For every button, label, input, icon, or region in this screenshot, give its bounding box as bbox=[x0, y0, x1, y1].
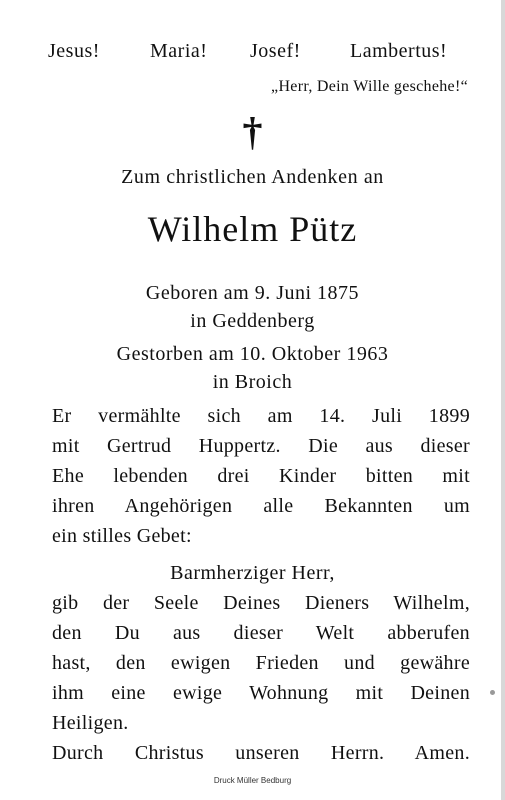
death-place: in Broich bbox=[212, 371, 293, 393]
death-line: Gestorben am 10. Oktober 1963 bbox=[116, 343, 389, 365]
print-speck bbox=[490, 690, 495, 695]
prayer-line: ihm eine ewige Wohnung mit Deinen bbox=[52, 682, 470, 704]
cross-icon: † bbox=[242, 109, 263, 154]
motto: „Herr, Dein Wille geschehe!“ bbox=[271, 78, 468, 95]
prayer-line: gib der Seele Deines Dieners Wilhelm, bbox=[52, 592, 470, 614]
biography-line: Ehe lebenden drei Kinder bitten mit bbox=[52, 465, 470, 487]
printer-imprint: Druck Müller Bedburg bbox=[213, 776, 292, 785]
invocation-lambertus: Lambertus! bbox=[350, 40, 448, 62]
birth-line: Geboren am 9. Juni 1875 bbox=[145, 282, 360, 304]
deceased-name: Wilhelm Pütz bbox=[147, 209, 358, 249]
prayer-line: den Du aus dieser Welt abberufen bbox=[52, 622, 470, 644]
biography-line: ihren Angehörigen alle Bekannten um bbox=[52, 495, 470, 517]
memorial-line: Zum christlichen Andenken an bbox=[121, 166, 384, 188]
biography-line: Er vermählte sich am 14. Juli 1899 bbox=[52, 405, 470, 427]
biography-line: mit Gertrud Huppertz. Die aus dieser bbox=[52, 435, 470, 457]
birth-place: in Geddenberg bbox=[190, 310, 315, 332]
invocation-josef: Josef! bbox=[250, 40, 301, 62]
prayer-line: Heiligen. bbox=[52, 712, 129, 734]
prayer-opening: Barmherziger Herr, bbox=[170, 562, 335, 584]
prayer-closing: Durch Christus unseren Herrn. Amen. bbox=[52, 742, 470, 764]
biography-line: ein stilles Gebet: bbox=[52, 525, 192, 547]
invocation-maria: Maria! bbox=[150, 40, 208, 62]
invocation-jesus: Jesus! bbox=[48, 40, 100, 62]
prayer-line: hast, den ewigen Frieden und gewähre bbox=[52, 652, 470, 674]
